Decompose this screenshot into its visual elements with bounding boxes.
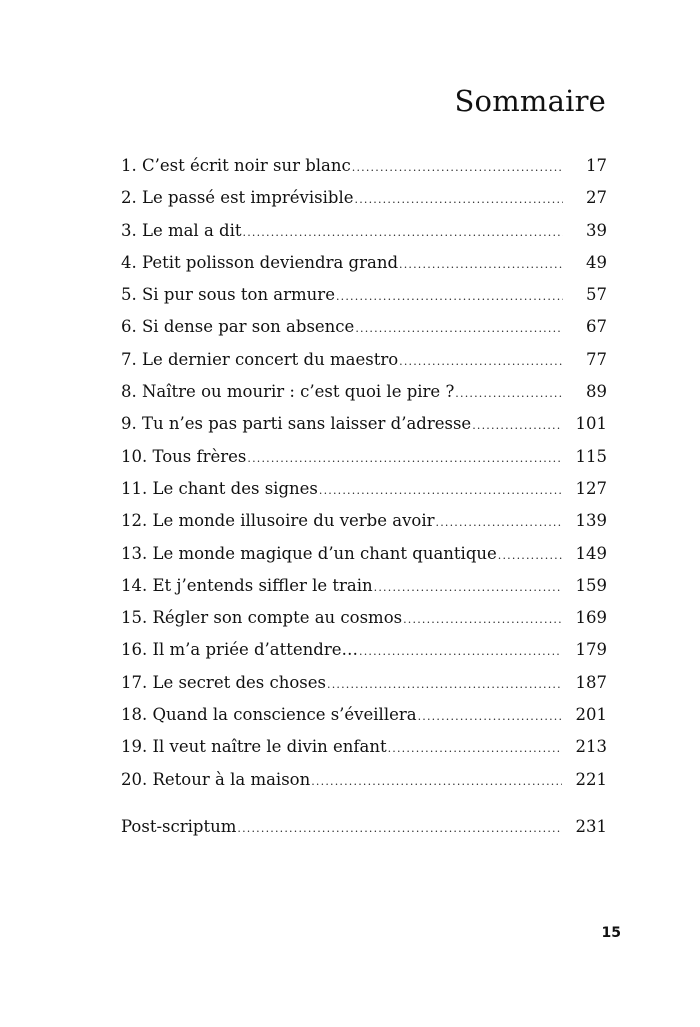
table-of-contents: [121, 156, 607, 849]
dot-leader: [247, 452, 561, 465]
toc-entry-page: 169: [575, 608, 607, 628]
page-number: 15: [601, 925, 621, 941]
toc-entry-title: 19. Il veut naître le divin enfant: [121, 737, 387, 757]
toc-entry-title: 10. Tous frères: [121, 446, 247, 466]
toc-entry-3: [121, 221, 607, 253]
toc-entry-6: [121, 317, 607, 349]
toc-entry-page: 115: [575, 446, 607, 466]
page-title: Sommaire: [454, 84, 606, 118]
dot-leader: [498, 549, 562, 562]
toc-entry-4: [121, 253, 607, 285]
dot-leader: [355, 322, 563, 335]
toc-entry-13: [121, 544, 607, 576]
toc-entry-16: [121, 640, 607, 672]
toc-entry-5: [121, 285, 607, 317]
toc-entry-title: 4. Petit polisson deviendra grand: [121, 252, 399, 272]
toc-entry-page: 101: [575, 414, 607, 434]
toc-entry-page: 231: [575, 816, 607, 836]
toc-entry-page: 89: [586, 382, 607, 402]
toc-entry-title: 3. Le mal a dit: [121, 220, 242, 240]
toc-entry-title: Post-scriptum: [121, 816, 237, 836]
toc-entry-page: 17: [586, 156, 607, 175]
dot-leader: [352, 161, 563, 174]
toc-entry-19: [121, 737, 607, 769]
toc-entry-7: [121, 350, 607, 382]
toc-entry-page: 213: [575, 737, 607, 757]
toc-entry-10: [121, 447, 607, 479]
toc-entry-page: 179: [575, 640, 607, 660]
dot-leader: [359, 645, 561, 658]
toc-entry-title: 2. Le passé est imprévisible: [121, 188, 354, 208]
dot-leader: [237, 822, 561, 835]
toc-entry-title: 5. Si pur sous ton armure: [121, 285, 335, 305]
toc-entry-title: 1. C’est écrit noir sur blanc: [121, 156, 351, 175]
dot-leader: [355, 193, 564, 206]
toc-entry-page: 27: [586, 188, 607, 208]
toc-entry-title: 18. Quand la conscience s’éveillera: [121, 705, 417, 725]
toc-entry-page: 67: [586, 317, 607, 337]
dot-leader: [319, 484, 562, 497]
toc-entry-page: 77: [586, 349, 607, 369]
dot-leader: [311, 775, 561, 788]
dot-leader: [403, 613, 561, 626]
toc-entry-title: 8. Naître ou mourir : c’est quoi le pire ?: [121, 382, 455, 402]
dot-leader: [388, 742, 562, 755]
toc-entry-title: 11. Le chant des signes: [121, 478, 318, 498]
toc-entry-page: 159: [575, 575, 607, 595]
toc-entry-title: 13. Le monde magique d’un chant quantique: [121, 543, 497, 563]
toc-entry-title: 6. Si dense par son absence: [121, 317, 355, 337]
toc-entry-title: 16. Il m’a priée d’attendre…: [121, 640, 359, 660]
dot-leader: [418, 710, 562, 723]
toc-entry-title: 12. Le monde illusoire du verbe avoir: [121, 511, 435, 531]
toc-entry-page: 139: [575, 511, 607, 531]
toc-entry-20: [121, 770, 607, 802]
section-spacer: [121, 802, 607, 817]
dot-leader: [399, 355, 563, 368]
toc-entry-15: [121, 608, 607, 640]
toc-entry-title: 20. Retour à la maison: [121, 769, 311, 789]
toc-entry-1: [121, 156, 607, 188]
toc-entry-page: 187: [575, 672, 607, 692]
toc-entry-11: [121, 479, 607, 511]
dot-leader: [243, 226, 563, 239]
dot-leader: [327, 678, 562, 691]
toc-entry-8: [121, 382, 607, 414]
dot-leader: [374, 581, 562, 594]
toc-entry-page: 221: [575, 769, 607, 789]
toc-entry-title: 9. Tu n’es pas parti sans laisser d’adresse: [121, 414, 472, 434]
toc-entry-14: [121, 576, 607, 608]
toc-entry-page: 57: [586, 285, 607, 305]
dot-leader: [336, 290, 563, 303]
toc-entry-page: 49: [586, 252, 607, 272]
toc-entry-title: 7. Le dernier concert du maestro: [121, 349, 399, 369]
toc-entry-page: 39: [586, 220, 607, 240]
toc-entry-9: [121, 414, 607, 446]
toc-entry-title: 14. Et j’entends siffler le train: [121, 575, 373, 595]
toc-entry-17: [121, 673, 607, 705]
dot-leader: [399, 258, 563, 271]
toc-entry-page: 127: [575, 478, 607, 498]
toc-entry-page: 201: [575, 705, 607, 725]
toc-entry-title: 17. Le secret des choses: [121, 672, 326, 692]
dot-leader: [436, 516, 562, 529]
toc-entry-postscript: [121, 817, 607, 849]
toc-entry-page: 149: [575, 543, 607, 563]
toc-entry-12: [121, 511, 607, 543]
dot-leader: [472, 419, 561, 432]
toc-entry-18: [121, 705, 607, 737]
dot-leader: [455, 387, 563, 400]
toc-entry-title: 15. Régler son compte au cosmos: [121, 608, 403, 628]
toc-entry-2: [121, 188, 607, 220]
